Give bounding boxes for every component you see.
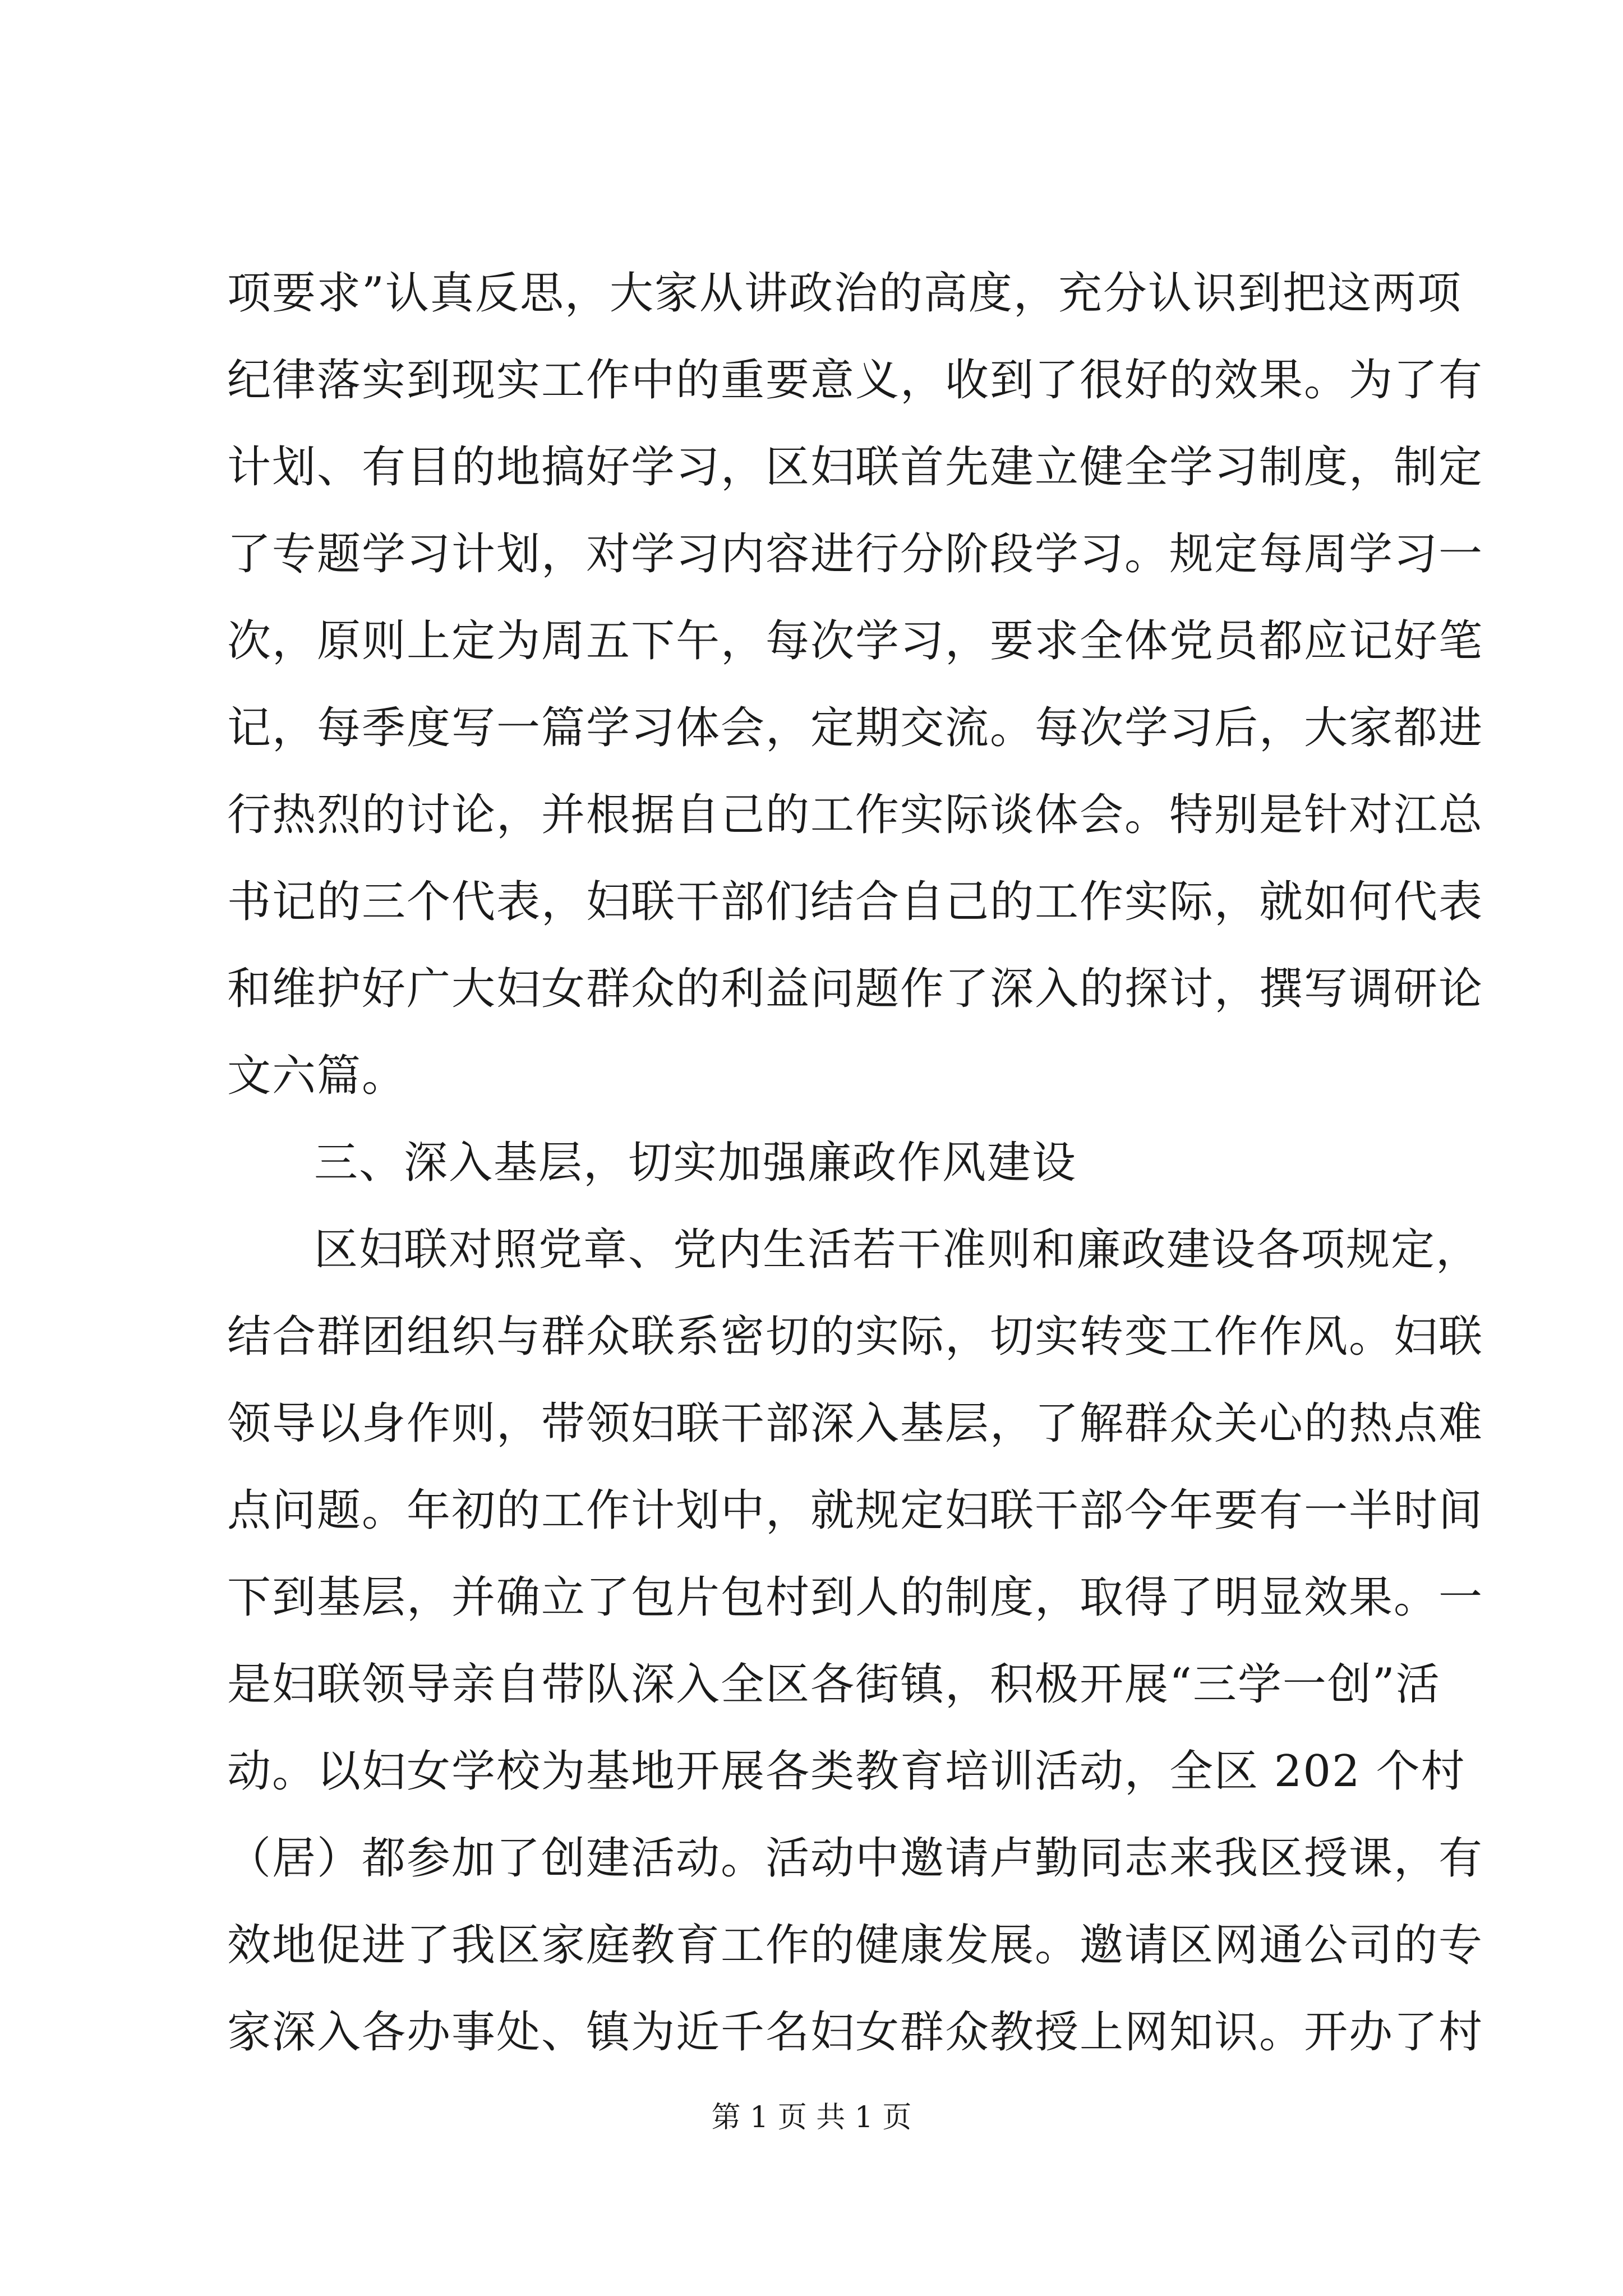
text-line: 项要求”认真反思，大家从讲政治的高度，充分认识到把这两项 — [227, 268, 1462, 319]
text-line: 次，原则上定为周五下午，每次学习，要求全体党员都应记好笔 — [227, 616, 1484, 666]
text-line: 动。以妇女学校为基地开展各类教育培训活动，全区 202 个村 — [227, 1746, 1466, 1797]
text-line: 下到基层，并确立了包片包村到人的制度，取得了明显效果。一 — [227, 1572, 1484, 1623]
text-line: 计划、有目的地搞好学习，区妇联首先建立健全学习制度，制定 — [227, 442, 1484, 493]
text-line: 点问题。年初的工作计划中，就规定妇联干部今年要有一半时间 — [227, 1485, 1484, 1536]
text-line: 行热烈的讨论，并根据自己的工作实际谈体会。特别是针对江总 — [227, 790, 1484, 840]
paragraph-first-line: 区妇联对照党章、党内生活若干准则和廉政建设各项规定， — [314, 1225, 1481, 1275]
text-line: 文六篇。 — [227, 1051, 407, 1101]
text-line: 记，每季度写一篇学习体会，定期交流。每次学习后，大家都进 — [227, 703, 1484, 753]
section-heading: 三、深入基层，切实加强廉政作风建设 — [314, 1138, 1077, 1188]
page-number-label: 第 1 页 共 1 页 — [711, 2101, 912, 2134]
text-line: 是妇联领导亲自带队深入全区各街镇，积极开展“三学一创”活 — [227, 1659, 1441, 1710]
document-body — [227, 250, 1484, 2076]
text-line: 书记的三个代表，妇联干部们结合自己的工作实际，就如何代表 — [227, 877, 1484, 927]
text-line: 效地促进了我区家庭教育工作的健康发展。邀请区网通公司的专 — [227, 1920, 1484, 1971]
text-line: 领导以身作则，带领妇联干部深入基层，了解群众关心的热点难 — [227, 1398, 1484, 1449]
text-line: 和维护好广大妇女群众的利益问题作了深入的探讨，撰写调研论 — [227, 964, 1484, 1014]
text-line: （居）都参加了创建活动。活动中邀请卢勤同志来我区授课，有 — [227, 1833, 1484, 1884]
text-line: 了专题学习计划，对学习内容进行分阶段学习。规定每周学习一 — [227, 529, 1484, 579]
text-line: 结合群团组织与群众联系密切的实际，切实转变工作作风。妇联 — [227, 1312, 1484, 1362]
text-line: 纪律落实到现实工作中的重要意义，收到了很好的效果。为了有 — [227, 355, 1484, 406]
page-footer — [0, 2098, 1623, 2137]
text-line: 家深入各办事处、镇为近千名妇女群众教授上网知识。开办了村 — [227, 2007, 1484, 2058]
